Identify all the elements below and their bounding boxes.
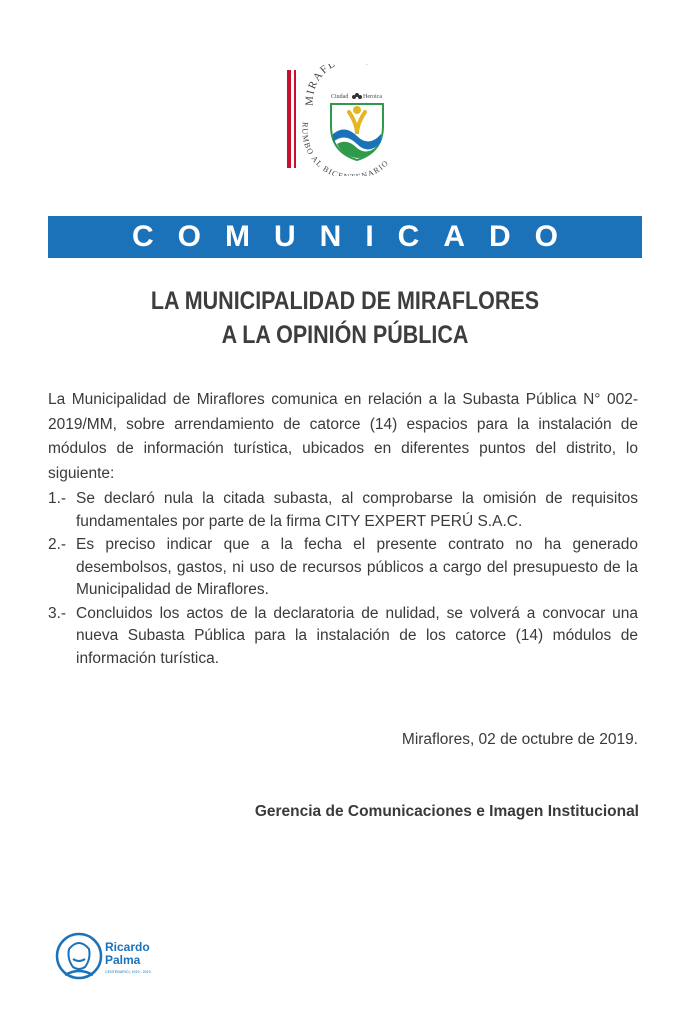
banner-title: COMUNICADO <box>132 220 582 253</box>
list-item <box>48 488 638 533</box>
footer-logo-tagline: CENTENARIO | 1919 - 2019 <box>105 970 151 974</box>
list-item-text: Es preciso indicar que a la fecha el presente contrato no ha generado desembolsos, gastos, ni uso de recursos públicos a cargo del presupuesto de la Municipalidad de Miraflores. <box>76 536 638 598</box>
list-item-number: 1.- <box>48 490 67 507</box>
logo-subtext-left: Ciudad <box>331 94 349 100</box>
comunicado-banner <box>48 216 642 258</box>
footer-logo-line1: Ricardo <box>105 940 150 954</box>
miraflores-logo <box>283 64 413 176</box>
logo-side-text: RUMBO AL BICE NARIO <box>300 121 391 176</box>
logo-subtext-right: Heroica <box>363 94 382 100</box>
headline-line-2: A LA OPINIÓN PÚBLICA <box>221 321 469 349</box>
ricardo-palma-portrait-icon <box>55 929 165 985</box>
list-item-text: Se declaró nula la citada subasta, al comprobarse la omisión de requisitos fundamentales por parte de la firma CITY EXPERT PERÚ S.A.C. <box>76 490 638 530</box>
headline-line-1: LA MUNICIPALIDAD DE MIRAFLORES <box>150 287 540 315</box>
list-item-number: 2.- <box>48 536 67 553</box>
headline <box>90 284 601 352</box>
list-item-text: Concluidos los actos de la declaratoria de nulidad, se volverá a convocar una nueva Subasta Pública para la instalación de los catorce (14) módulos de información turística. <box>76 604 638 667</box>
signature: Gerencia de Comunicaciones e Imagen Institucional <box>254 803 639 820</box>
date-line: Miraflores, 02 de octubre de 2019. <box>401 731 638 748</box>
footer-logo-line2: Palma <box>105 953 141 967</box>
list-item-number: 3.- <box>48 604 67 622</box>
statement-list <box>48 488 638 671</box>
logo-top-text: MIRAFL <box>303 64 339 107</box>
ricardo-palma-logo <box>55 929 165 985</box>
list-item <box>48 603 638 671</box>
intro-paragraph: La Municipalidad de Miraflores comunica en relación a la Subasta Pública N° 002-2019/MM, sobre arrendamiento de catorce (14) espacios para la instalación de módulos de información turística, ubicados en diferentes puntos del distrito, lo siguiente: <box>48 391 638 482</box>
miraflores-emblem-icon <box>283 64 413 176</box>
list-item <box>48 534 638 602</box>
